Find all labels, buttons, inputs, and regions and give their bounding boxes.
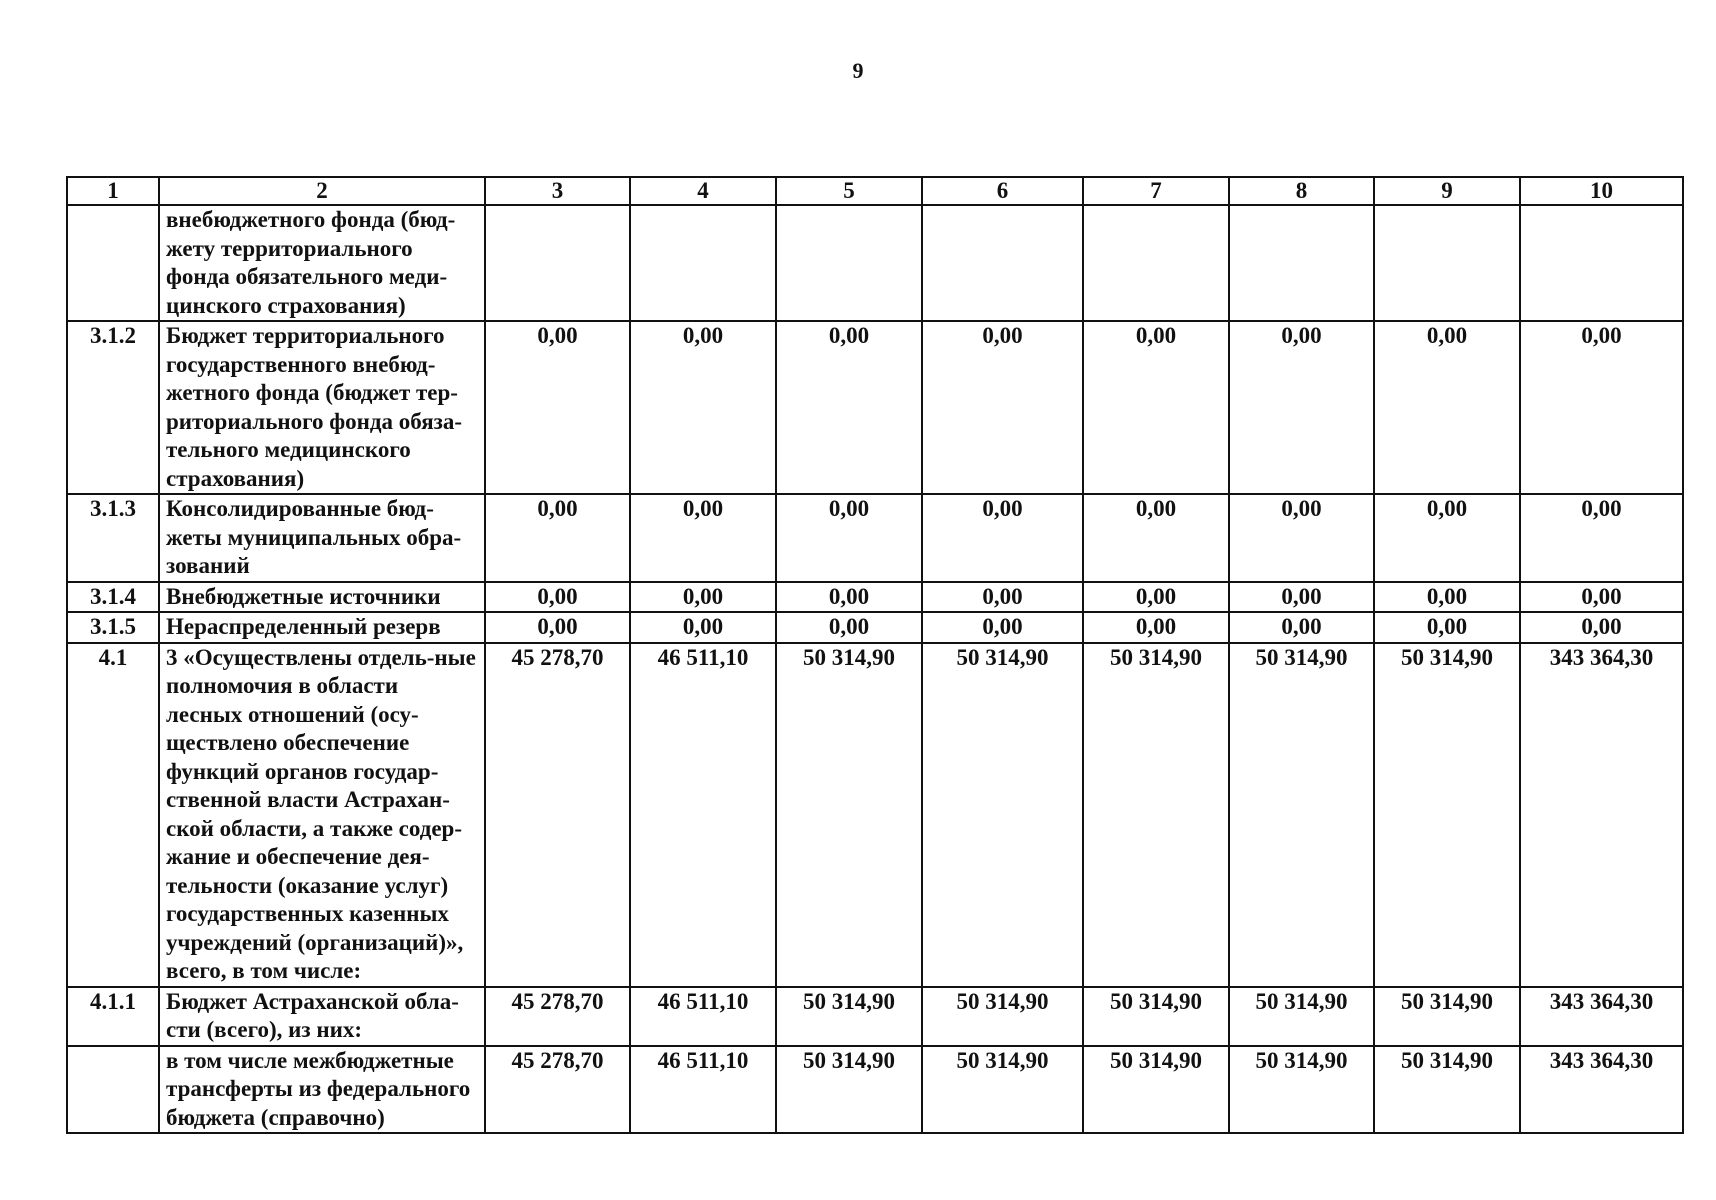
table-row bbox=[67, 321, 1683, 494]
table-row bbox=[67, 643, 1683, 987]
value-cell: 50 314,90 bbox=[776, 987, 922, 1046]
value-cell: 0,00 bbox=[1520, 582, 1683, 613]
value-cell: 0,00 bbox=[1083, 612, 1229, 643]
row-number-cell: 3.1.4 bbox=[67, 582, 159, 613]
table-row bbox=[67, 205, 1683, 321]
value-cell: 343 364,30 bbox=[1520, 987, 1683, 1046]
value-cell: 50 314,90 bbox=[1374, 1046, 1520, 1134]
value-cell: 0,00 bbox=[485, 321, 630, 494]
value-cell: 50 314,90 bbox=[922, 1046, 1083, 1134]
value-cell: 50 314,90 bbox=[1229, 987, 1374, 1046]
value-cell bbox=[485, 205, 630, 321]
table-row bbox=[67, 1046, 1683, 1134]
value-cell: 0,00 bbox=[1374, 582, 1520, 613]
value-cell: 0,00 bbox=[1083, 494, 1229, 582]
value-cell: 0,00 bbox=[1229, 612, 1374, 643]
row-description-cell: Нераспределенный резерв bbox=[159, 612, 485, 643]
row-description-cell: в том числе межбюджетные трансферты из федерального бюджета (справочно) bbox=[159, 1046, 485, 1134]
table-header-row bbox=[67, 177, 1683, 205]
row-number-cell bbox=[67, 1046, 159, 1134]
row-description-cell: 3 «Осуществлены отдель-ные полномочия в области лесных отношений (осу-ществлено обеспечение функций органов государ-ственной власти Астрахан-ской области, а также содер-жание и обеспечение дея-тельности (оказание услуг) государственных казенных учреждений (организаций)», всего, в том числе: bbox=[159, 643, 485, 987]
value-cell: 0,00 bbox=[1229, 582, 1374, 613]
value-cell: 45 278,70 bbox=[485, 987, 630, 1046]
value-cell: 50 314,90 bbox=[776, 643, 922, 987]
row-description-cell: Бюджет территориального государственного внебюд-жетного фонда (бюджет тер-риториального фонда обяза-тельного медицинского страхования) bbox=[159, 321, 485, 494]
row-number-cell: 3.1.3 bbox=[67, 494, 159, 582]
value-cell: 50 314,90 bbox=[1229, 643, 1374, 987]
value-cell: 0,00 bbox=[776, 612, 922, 643]
value-cell: 45 278,70 bbox=[485, 643, 630, 987]
value-cell: 343 364,30 bbox=[1520, 643, 1683, 987]
value-cell: 0,00 bbox=[776, 494, 922, 582]
value-cell: 0,00 bbox=[630, 582, 776, 613]
column-number-header: 9 bbox=[1374, 177, 1520, 205]
value-cell: 0,00 bbox=[485, 494, 630, 582]
row-description-cell: внебюджетного фонда (бюд-жету территориального фонда обязательного меди-цинского страхования) bbox=[159, 205, 485, 321]
row-number-cell: 3.1.2 bbox=[67, 321, 159, 494]
value-cell: 50 314,90 bbox=[1229, 1046, 1374, 1134]
row-number-cell: 3.1.5 bbox=[67, 612, 159, 643]
value-cell: 0,00 bbox=[630, 612, 776, 643]
value-cell: 46 511,10 bbox=[630, 643, 776, 987]
value-cell: 0,00 bbox=[1229, 494, 1374, 582]
value-cell: 343 364,30 bbox=[1520, 1046, 1683, 1134]
budget-table-body bbox=[67, 177, 1683, 1133]
value-cell: 50 314,90 bbox=[1374, 643, 1520, 987]
value-cell: 0,00 bbox=[922, 582, 1083, 613]
column-number-header: 5 bbox=[776, 177, 922, 205]
value-cell bbox=[1083, 205, 1229, 321]
table-row bbox=[67, 582, 1683, 613]
value-cell: 46 511,10 bbox=[630, 1046, 776, 1134]
value-cell: 0,00 bbox=[776, 321, 922, 494]
table-row bbox=[67, 987, 1683, 1046]
budget-table bbox=[66, 176, 1684, 1134]
value-cell bbox=[922, 205, 1083, 321]
value-cell bbox=[1229, 205, 1374, 321]
value-cell: 50 314,90 bbox=[776, 1046, 922, 1134]
value-cell: 50 314,90 bbox=[922, 987, 1083, 1046]
table-row bbox=[67, 612, 1683, 643]
row-description-cell: Внебюджетные источники bbox=[159, 582, 485, 613]
value-cell: 0,00 bbox=[630, 321, 776, 494]
value-cell: 0,00 bbox=[1229, 321, 1374, 494]
column-number-header: 7 bbox=[1083, 177, 1229, 205]
value-cell: 50 314,90 bbox=[1374, 987, 1520, 1046]
value-cell: 0,00 bbox=[1374, 494, 1520, 582]
column-number-header: 10 bbox=[1520, 177, 1683, 205]
row-number-cell: 4.1 bbox=[67, 643, 159, 987]
value-cell: 0,00 bbox=[1520, 321, 1683, 494]
value-cell: 50 314,90 bbox=[922, 643, 1083, 987]
value-cell bbox=[776, 205, 922, 321]
value-cell: 0,00 bbox=[1374, 612, 1520, 643]
value-cell: 0,00 bbox=[776, 582, 922, 613]
column-number-header: 2 bbox=[159, 177, 485, 205]
value-cell: 50 314,90 bbox=[1083, 1046, 1229, 1134]
value-cell: 0,00 bbox=[1083, 321, 1229, 494]
value-cell: 0,00 bbox=[630, 494, 776, 582]
table-row bbox=[67, 494, 1683, 582]
value-cell: 0,00 bbox=[1520, 494, 1683, 582]
row-description-cell: Бюджет Астраханской обла-сти (всего), из них: bbox=[159, 987, 485, 1046]
value-cell: 50 314,90 bbox=[1083, 643, 1229, 987]
column-number-header: 6 bbox=[922, 177, 1083, 205]
value-cell: 0,00 bbox=[485, 612, 630, 643]
value-cell: 46 511,10 bbox=[630, 987, 776, 1046]
value-cell: 0,00 bbox=[922, 321, 1083, 494]
value-cell: 0,00 bbox=[1083, 582, 1229, 613]
column-number-header: 1 bbox=[67, 177, 159, 205]
value-cell: 0,00 bbox=[485, 582, 630, 613]
value-cell bbox=[1520, 205, 1683, 321]
column-number-header: 3 bbox=[485, 177, 630, 205]
page-number: 9 bbox=[852, 58, 864, 83]
row-description-cell: Консолидированные бюд-жеты муниципальных обра-зований bbox=[159, 494, 485, 582]
value-cell bbox=[1374, 205, 1520, 321]
value-cell: 0,00 bbox=[1520, 612, 1683, 643]
value-cell: 0,00 bbox=[922, 612, 1083, 643]
row-number-cell: 4.1.1 bbox=[67, 987, 159, 1046]
column-number-header: 4 bbox=[630, 177, 776, 205]
value-cell: 45 278,70 bbox=[485, 1046, 630, 1134]
value-cell: 50 314,90 bbox=[1083, 987, 1229, 1046]
value-cell: 0,00 bbox=[922, 494, 1083, 582]
value-cell: 0,00 bbox=[1374, 321, 1520, 494]
row-number-cell bbox=[67, 205, 159, 321]
column-number-header: 8 bbox=[1229, 177, 1374, 205]
value-cell bbox=[630, 205, 776, 321]
